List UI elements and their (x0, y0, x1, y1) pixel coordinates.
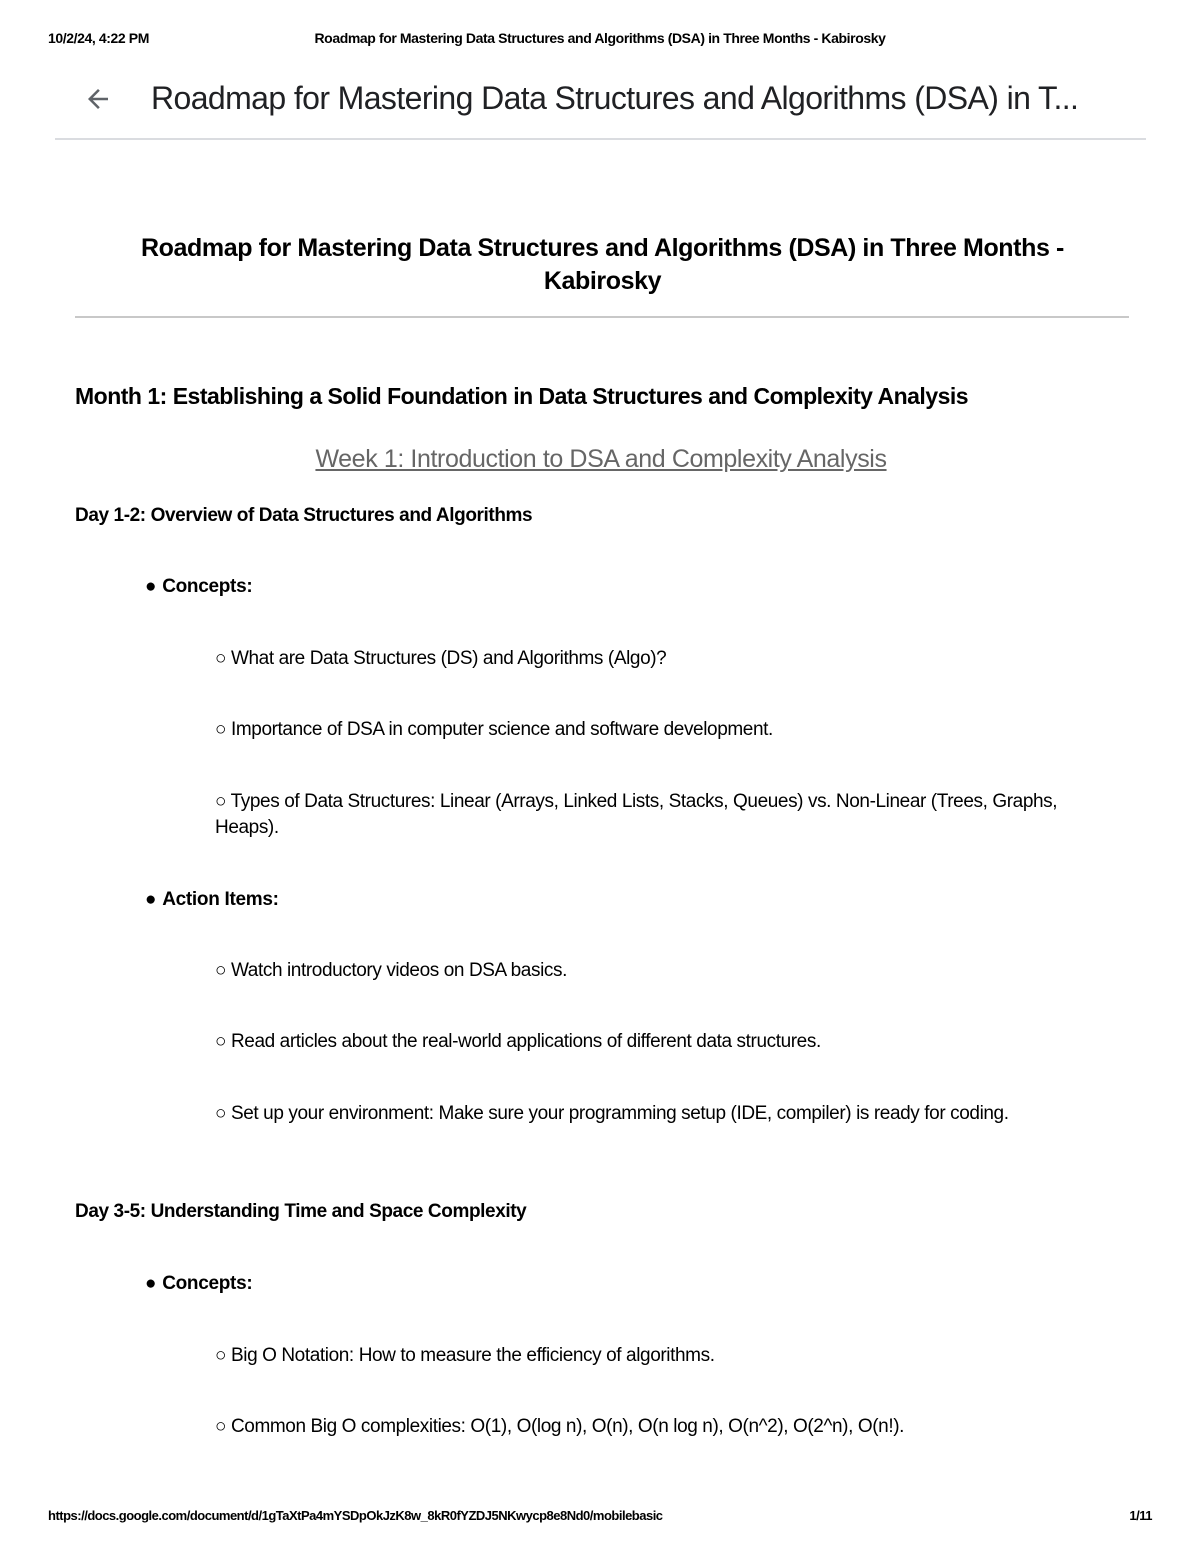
month-heading: Month 1: Establishing a Solid Foundation in Data Structures and Complexity Analysis (75, 383, 969, 409)
print-footer (48, 1508, 1152, 1528)
list-item (215, 1343, 1095, 1369)
week-heading-link[interactable]: Week 1: Introduction to DSA and Complexity Analysis (315, 445, 887, 473)
app-bar-title: Roadmap for Mastering Data Structures and Algorithms (DSA) in T... (151, 80, 1079, 116)
print-url: https://docs.google.com/document/d/1gTaXtPa4mYSDpOkJzK8w_8kR0fYZDJ5NKwycp8e8Nd0/mobilebasic (48, 1508, 663, 1523)
sub-bullet-glyph: ○ (215, 1416, 227, 1437)
bullet-label: Concepts: (162, 576, 253, 597)
bullet-item (145, 1271, 252, 1297)
page-number: 1/11 (1129, 1508, 1152, 1523)
list-item (215, 789, 1095, 841)
sub-bullet-glyph: ○ (215, 1345, 227, 1366)
document-title-line-1: Roadmap for Mastering Data Structures and Algorithms (DSA) in Three Months - (141, 234, 1064, 262)
list-item (215, 1414, 1095, 1440)
list-item (215, 646, 1095, 672)
bullet-glyph: ● (145, 576, 157, 597)
sub-bullet-glyph: ○ (215, 960, 227, 981)
print-header (48, 30, 1152, 50)
document-title (75, 232, 1130, 298)
app-bar (55, 78, 1146, 140)
print-datetime: 10/2/24, 4:22 PM (48, 30, 149, 46)
document-title-line-2: Kabirosky (543, 267, 662, 295)
list-item-text: Common Big O complexities: O(1), O(log n), O(n), O(n log n), O(n^2), O(2^n), O(n!). (230, 1416, 904, 1437)
sub-bullet-glyph: ○ (215, 791, 227, 812)
bullet-label: Action Items: (162, 889, 279, 910)
sub-bullet-glyph: ○ (215, 648, 227, 669)
day-heading: Day 1-2: Overview of Data Structures and Algorithms (75, 505, 533, 526)
list-item-text: Watch introductory videos on DSA basics. (230, 960, 567, 981)
list-item-text: Importance of DSA in computer science and software development. (230, 719, 773, 740)
list-item (215, 1101, 1095, 1127)
list-item-text: Read articles about the real-world applications of different data structures. (230, 1031, 821, 1052)
list-item (215, 1029, 1095, 1055)
list-item-text: Set up your environment: Make sure your programming setup (IDE, compiler) is ready for coding. (230, 1103, 1009, 1124)
print-doc-title: Roadmap for Mastering Data Structures and Algorithms (DSA) in Three Months - Kabirosky (314, 30, 886, 46)
bullet-glyph: ● (145, 889, 157, 910)
list-item (215, 717, 1095, 743)
bullet-item (145, 574, 252, 600)
day-heading: Day 3-5: Understanding Time and Space Complexity (75, 1201, 527, 1222)
sub-bullet-glyph: ○ (215, 1103, 227, 1124)
arrow-left-icon[interactable] (83, 84, 113, 114)
list-item-text: Types of Data Structures: Linear (Arrays, Linked Lists, Stacks, Queues) vs. Non-Linear (Trees, Graphs, Heaps). (215, 791, 1058, 838)
list-item-text: Big O Notation: How to measure the efficiency of algorithms. (230, 1345, 715, 1366)
bullet-label: Concepts: (162, 1273, 253, 1294)
list-item (215, 958, 1095, 984)
bullet-glyph: ● (145, 1273, 157, 1294)
sub-bullet-glyph: ○ (215, 1031, 227, 1052)
sub-bullet-glyph: ○ (215, 719, 227, 740)
list-item-text: What are Data Structures (DS) and Algorithms (Algo)? (230, 648, 667, 669)
title-divider (75, 316, 1129, 318)
bullet-item (145, 887, 279, 913)
